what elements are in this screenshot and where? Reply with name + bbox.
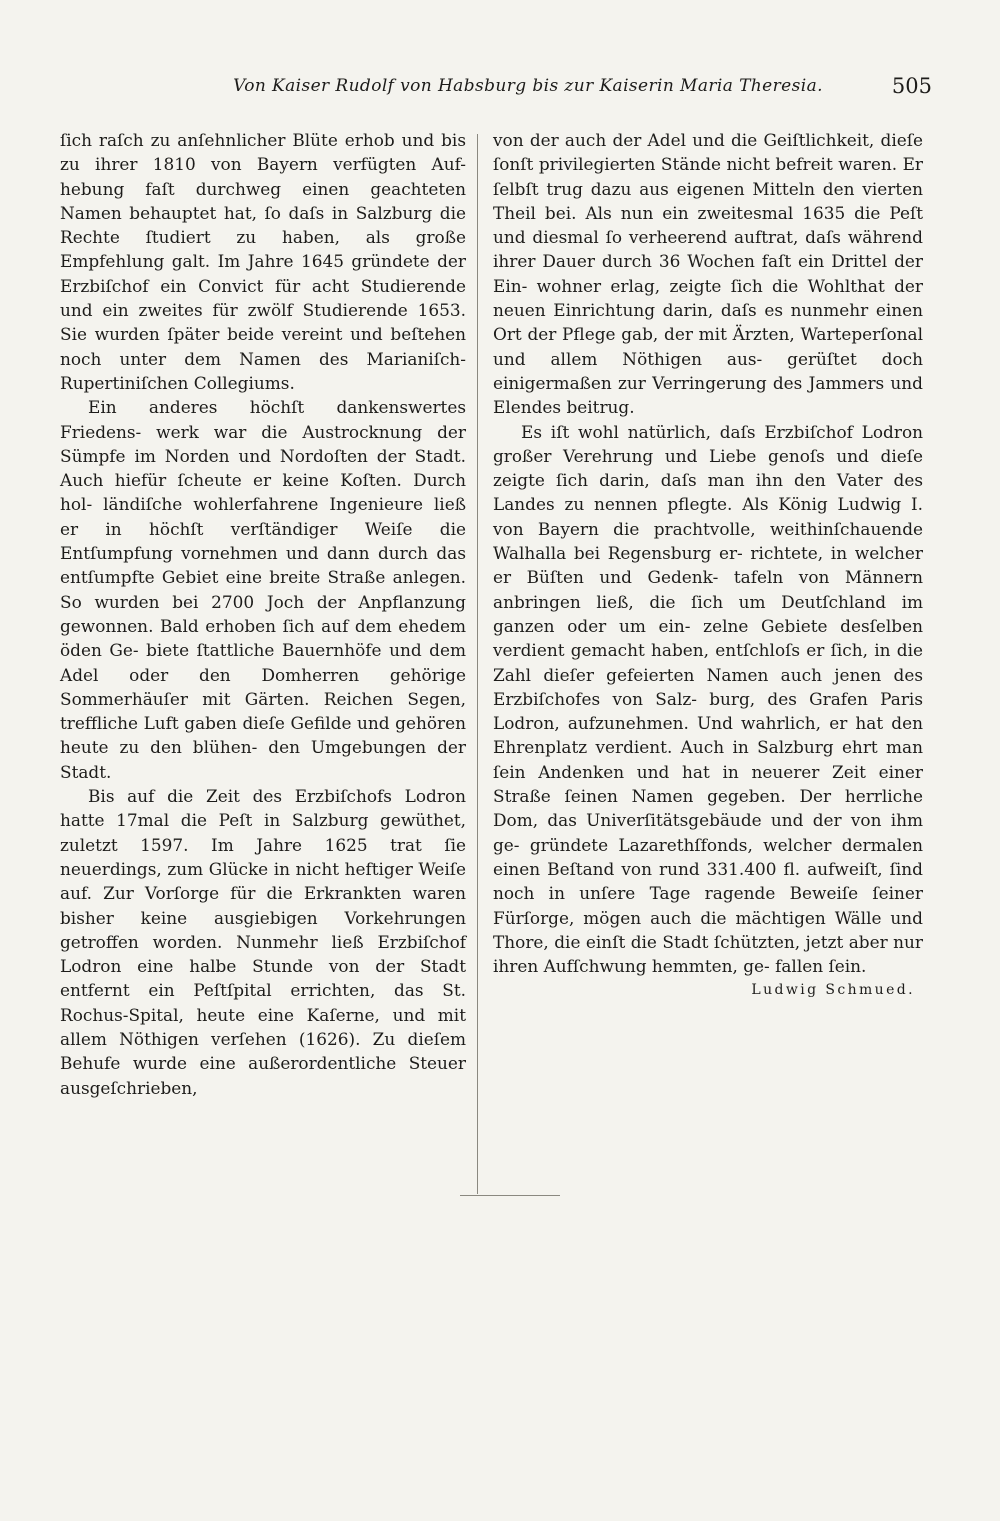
paragraph-legacy: Es iſt wohl natürlich, daſs Erzbiſchof Lodron großer Verehrung und Liebe genoſs und dieſe zeigte ſich darin, daſs man ihn den Vater des Landes zu nennen pflegte. Als König Ludwig I. von Bayern die prachtvolle, weithinſchauende Walhalla bei Regensburg er- richtete, in welcher er Büſten und Gedenk- tafeln von Männern anbringen ließ, die ſich um Deutſchland im ganzen oder um ein- zelne Gebiete desſelben verdient gemacht haben, entſchloſs er ſich, in die Zahl dieſer gefeierten Namen auch jenen des Erzbiſchofes von Salz- burg, des Grafen Paris Lodron, aufzunehmen. Und wahrlich, er hat den Ehrenplatz verdient. Auch in Salzburg ehrt man ſein Andenken und hat in neuerer Zeit einer Straße ſeinen Namen gegeben. Der herrliche Dom, das Univerſitätsgebäude und der von ihm ge- gründete Lazarethſfonds, welcher dermalen einen Beſtand von rund 331.400 fl. aufweiſt, ſind noch in unſere Tage ragende Beweiſe ſeiner Fürſorge, mögen auch die mächtigen Wälle und Thore, die einſt die Stadt ſchützten, jetzt aber nur ihren Aufſchwung hemmten, ge- fallen ſein. bbox=[493, 421, 923, 977]
page-number: 505 bbox=[891, 74, 932, 98]
left-column bbox=[60, 128, 466, 1100]
right-column bbox=[493, 128, 923, 1002]
paragraph-plague-continued: von der auch der Adel und die Geiſtlichkeit, dieſe ſonſt privilegierten Stände nicht befreit waren. Er ſelbſt trug dazu aus eigenen Mitteln den vierten Theil bei. Als nun ein zweitesmal 1635 die Peſt und diesmal ſo verheerend auftrat, daſs während ihrer Dauer durch 36 Wochen faſt ein Drittel der Ein- wohner erlag, zeigte ſich die Wohlthat der neuen Einrichtung darin, daſs es nunmehr einen Ort der Pflege gab, der mit Ärzten, Warteperſonal und allem Nöthigen aus- gerüſtet doch einigermaßen zur Verringerung des Jammers und Elendes beitrug. bbox=[493, 130, 923, 418]
paragraph-plague: Bis auf die Zeit des Erzbiſchofs Lodron hatte 17mal die Peſt in Salzburg gewüthet, zuletzt 1597. Im Jahre 1625 trat ſie neuerdings, zum Glücke in nicht heftiger Weiſe auf. Zur Vorſorge für die Erkrankten waren bisher keine ausgiebigen Vorkehrungen getroffen worden. Nunmehr ließ Erzbiſchof Lodron eine halbe Stunde von der Stadt entfernt ein Peſtſpital errichten, das St. Rochus-Spital, heute eine Kaſerne, und mit allem Nöthigen verſehen (1626). Zu dieſem Behufe wurde eine außerordentliche Steuer ausgeſchrieben, bbox=[60, 786, 466, 1098]
author-signature: Ludwig Schmued. bbox=[751, 982, 915, 999]
page-header bbox=[60, 72, 932, 112]
paragraph-university: ſich raſch zu anſehnlicher Blüte erhob und bis zu ihrer 1810 von Bayern verfügten Auf- hebung faſt durchweg einen geachteten Namen behauptet hat, ſo daſs in Salzburg die Rechte ſtudiert zu haben, als große Empfehlung galt. Im Jahre 1645 gründete der Erzbiſchof ein Convict für acht Studierende und ein zweites für zwölf Studierende 1653. Sie wurden ſpäter beide vereint und beſtehen noch unter dem Namen des Marianiſch-Rupertiniſchen Collegiums. bbox=[60, 130, 466, 393]
footnote-divider bbox=[460, 1195, 560, 1196]
paragraph-drainage: Ein anderes höchſt dankenswertes Friedens- werk war die Austrocknung der Sümpfe im Norden und Nordoſten der Stadt. Auch hiefür ſcheute er keine Koſten. Durch hol- ländiſche wohlerfahrene Ingenieure ließ er in höchſt verſtändiger Weiſe die Entſumpfung vornehmen und dann durch das entſumpfte Gebiet eine breite Straße anlegen. So wurden bei 2700 Joch der Anpflanzung gewonnen. Bald erhoben ſich auf dem ehedem öden Ge- biete ſtattliche Bauernhöfe und dem Adel oder den Domherren gehörige Sommerhäuſer mit Gärten. Reichen Segen, treffliche Luft gaben dieſe Gefilde und gehören heute zu den blühen- den Umgebungen der Stadt. bbox=[60, 397, 466, 782]
running-head: Von Kaiser Rudolf von Habsburg bis zur Kaiserin Maria Theresia. bbox=[233, 76, 823, 96]
column-divider bbox=[477, 134, 478, 1194]
